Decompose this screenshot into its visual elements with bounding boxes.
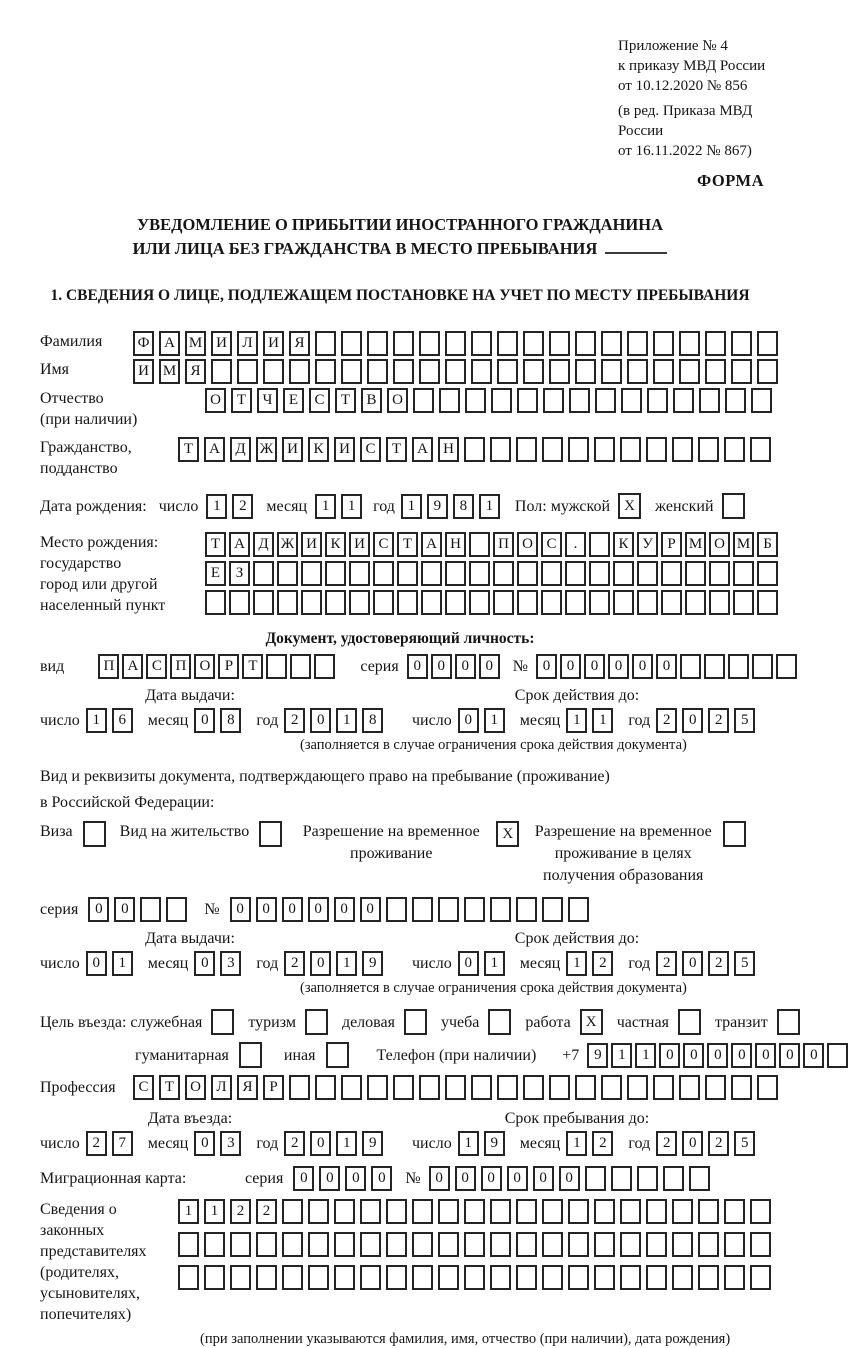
- id-valid-month: 1 1: [566, 708, 618, 733]
- annex-line: к приказу МВД России: [618, 58, 766, 74]
- sex-female-checkbox: [722, 493, 745, 519]
- purpose-other-checkbox: [326, 1042, 349, 1068]
- birthplace-row2-boxes: Е З: [205, 561, 781, 586]
- purpose-business-checkbox: [404, 1009, 427, 1035]
- citizenship-label2: подданство: [40, 460, 118, 477]
- patronymic-label: Отчество: [40, 390, 104, 407]
- residence-valid-month: 1 2: [566, 951, 618, 976]
- birthplace-row1-boxes: Т А Д Ж И К И С Т А Н П О С . К У Р М О М Б: [205, 532, 781, 557]
- migration-number-boxes: 0 0 0 0 0 0: [429, 1166, 715, 1191]
- id-valid-year: 2 0 2 5: [656, 708, 760, 733]
- valid-note: (заполняется в случае ограничения срока действия документа): [300, 980, 687, 996]
- birthplace-block: [0, 532, 800, 616]
- doc-type-boxes: П А С П О Р Т: [98, 654, 338, 679]
- representatives-label5: усыновителях,: [40, 1285, 140, 1302]
- birthplace-label4: населенный пункт: [40, 597, 166, 614]
- residence-issue-day: 0 1: [86, 951, 138, 976]
- id-doc-heading: Документ, удостоверяющий личность:: [265, 630, 535, 647]
- id-doc-row: вид П А С П О Р Т серия 0 0 0 0 № 0 0 0 0 0 0: [0, 654, 800, 679]
- birth-year-boxes: 1 9 8 1: [401, 494, 505, 519]
- representatives-label3: представителях: [40, 1243, 147, 1260]
- migration-series-boxes: 0 0 0 0: [293, 1166, 397, 1191]
- name-label: Имя: [40, 361, 70, 378]
- entry-year: 2 0 1 9: [284, 1131, 388, 1156]
- residence-permission-row: [0, 821, 800, 887]
- patronymic-boxes: О Т Ч Е С Т В О: [205, 388, 777, 413]
- representatives-block: [0, 1199, 800, 1325]
- name-row: [0, 359, 800, 384]
- annex-edit-line: от 16.11.2022 № 867): [618, 143, 752, 159]
- purpose-private-label: частная: [616, 1013, 669, 1031]
- representatives-row2-boxes: [178, 1232, 776, 1257]
- purpose-private-checkbox: [678, 1009, 701, 1035]
- purpose-humanitarian-checkbox: [239, 1042, 262, 1068]
- sex-male-checkbox: X: [618, 493, 641, 519]
- purpose-official-label: Цель въезда: служебная: [40, 1013, 203, 1031]
- citizenship-label: Гражданство,: [40, 439, 132, 456]
- purpose-tourism-checkbox: [305, 1009, 328, 1035]
- birth-date-row: Дата рождения: число 1 2 месяц 1 1 год 1 9 8 1 Пол: мужской X женский: [0, 493, 800, 519]
- annex-header: [618, 36, 800, 161]
- doc-series-boxes: 0 0 0 0: [407, 654, 503, 679]
- id-issue-month: 0 8: [194, 708, 246, 733]
- surname-boxes: Ф А М И Л И Я: [133, 331, 783, 356]
- temp-residence-checkbox: X: [496, 821, 519, 847]
- migration-card-label: Миграционная карта:: [40, 1170, 187, 1187]
- form-label: ФОРМА: [697, 171, 764, 190]
- doc-type-label: вид: [40, 658, 65, 675]
- temp-residence-edu-label: Разрешение на временное проживание в целях получения образования: [534, 823, 712, 884]
- phone-prefix: +7: [562, 1046, 580, 1064]
- profession-boxes: С Т О Л Я Р: [133, 1075, 783, 1100]
- annex-line: от 10.12.2020 № 856: [618, 78, 748, 94]
- birthplace-row3-boxes: [205, 590, 781, 615]
- title-blank-underline: [605, 252, 667, 254]
- representatives-label6: попечителях): [40, 1306, 132, 1323]
- annex-line: Приложение № 4: [618, 38, 728, 54]
- representatives-label2: законных: [40, 1222, 105, 1239]
- purpose-work-label: работа: [525, 1013, 571, 1031]
- representatives-row3-boxes: [178, 1265, 776, 1290]
- residence-permit-item: [120, 821, 283, 887]
- issue-date-heading: Дата выдачи:: [145, 687, 235, 704]
- sex-female-label: женский: [655, 497, 714, 515]
- temp-residence-edu-item: [533, 821, 746, 887]
- visa-item: [40, 821, 106, 887]
- purpose-study-checkbox: [488, 1009, 511, 1035]
- purpose-study-label: учеба: [440, 1013, 480, 1031]
- migration-card-row: Миграционная карта: серия 0 0 0 0 № 0 0 0 0 0 0: [0, 1166, 800, 1191]
- patronymic-row: [0, 388, 800, 430]
- sex-male-label: Пол: мужской: [514, 497, 610, 515]
- valid-until-heading: Срок действия до:: [514, 930, 640, 947]
- representatives-label4: (родителях,: [40, 1264, 120, 1281]
- purpose-transit-checkbox: [777, 1009, 800, 1035]
- residence-series-row: серия 0 0 № 0 0 0 0 0 0: [0, 897, 800, 922]
- entry-date-heading: Дата въезда:: [147, 1110, 233, 1127]
- purpose-tourism-label: туризм: [248, 1013, 296, 1031]
- entry-day: 2 7: [86, 1131, 138, 1156]
- purpose-humanitarian-label: гуманитарная: [135, 1046, 229, 1064]
- visa-label: Виза: [40, 823, 73, 840]
- citizenship-boxes: Т А Д Ж И К И С Т А Н: [178, 437, 776, 462]
- residence-permit-label: Вид на жительство: [119, 823, 250, 840]
- visa-checkbox: [83, 821, 106, 847]
- phone-label: Телефон (при наличии): [376, 1046, 537, 1064]
- doc-number-boxes: 0 0 0 0 0 0: [536, 654, 800, 679]
- annex-edit-line: (в ред. Приказа МВД России: [618, 103, 753, 139]
- temp-residence-label: Разрешение на временное проживание: [302, 823, 480, 862]
- citizenship-row: [0, 437, 800, 479]
- residence-issue-month: 0 3: [194, 951, 246, 976]
- form-title: [0, 213, 800, 261]
- id-issue-year: 2 0 1 8: [284, 708, 388, 733]
- valid-note: (заполняется в случае ограничения срока действия документа): [300, 737, 687, 753]
- purpose-work-checkbox: X: [580, 1009, 603, 1035]
- patronymic-label2: (при наличии): [40, 411, 138, 428]
- name-boxes: И М Я: [133, 359, 783, 384]
- residence-permit-checkbox: [259, 821, 282, 847]
- birth-month-boxes: 1 1: [315, 494, 367, 519]
- stay-until-heading: Срок пребывания до:: [504, 1110, 650, 1127]
- form-title-line1: УВЕДОМЛЕНИЕ О ПРИБЫТИИ ИНОСТРАННОГО ГРАЖДАНИНА: [136, 215, 664, 234]
- residence-doc-line1: Вид и реквизиты документа, подтверждающего право на пребывание (проживание): [40, 768, 610, 785]
- entry-purpose-row: [0, 1009, 800, 1035]
- purpose-transit-label: транзит: [714, 1013, 768, 1031]
- temp-residence-item: [296, 821, 519, 887]
- birthplace-label3: город или другой: [40, 576, 158, 593]
- purpose-business-label: деловая: [341, 1013, 395, 1031]
- stay-year: 2 0 2 5: [656, 1131, 760, 1156]
- residence-series-boxes: 0 0: [88, 897, 192, 922]
- purpose-official-checkbox: [211, 1009, 234, 1035]
- representatives-row1-boxes: 1 1 2 2: [178, 1199, 776, 1224]
- representatives-label1: Сведения о: [40, 1201, 117, 1218]
- section1-heading: 1. СВЕДЕНИЯ О ЛИЦЕ, ПОДЛЕЖАЩЕМ ПОСТАНОВКЕ НА УЧЕТ ПО МЕСТУ ПРЕБЫВАНИЯ: [50, 287, 750, 304]
- birth-date-label: Дата рождения:: [40, 497, 147, 515]
- birthplace-label2: государство: [40, 555, 122, 572]
- id-issue-day: 1 6: [86, 708, 138, 733]
- birthplace-label1: Место рождения:: [40, 534, 159, 551]
- entry-month: 0 3: [194, 1131, 246, 1156]
- purpose-other-label: иная: [283, 1046, 316, 1064]
- stay-day: 1 9: [458, 1131, 510, 1156]
- residence-doc-line2: в Российской Федерации:: [40, 794, 215, 811]
- temp-residence-edu-checkbox: [723, 821, 746, 847]
- profession-label: Профессия: [40, 1079, 116, 1096]
- phone-boxes: 9 1 1 0 0 0 0 0 0 0: [587, 1043, 851, 1068]
- notification-form-page: [0, 36, 818, 1347]
- valid-until-heading: Срок действия до:: [514, 687, 640, 704]
- residence-number-boxes: 0 0 0 0 0 0: [230, 897, 594, 922]
- form-title-line2: ИЛИ ЛИЦА БЕЗ ГРАЖДАНСТВА В МЕСТО ПРЕБЫВАНИЯ: [0, 237, 800, 261]
- issue-date-heading: Дата выдачи:: [145, 930, 235, 947]
- surname-row: [0, 331, 800, 356]
- stay-month: 1 2: [566, 1131, 618, 1156]
- representatives-note: (при заполнении указываются фамилия, имя, отчество (при наличии), дата рождения): [200, 1331, 731, 1347]
- residence-doc-dates: Дата выдачи: число 0 1 месяц 0 3 год 2 0 1 9 Срок действия до: число 0 1 месяц 1 2 год 2 0 2 5: [0, 930, 800, 976]
- residence-valid-year: 2 0 2 5: [656, 951, 760, 976]
- surname-label: Фамилия: [40, 333, 103, 350]
- profession-row: [0, 1075, 800, 1100]
- phone-row: [0, 1042, 818, 1068]
- birth-day-boxes: 1 2: [206, 494, 258, 519]
- id-doc-dates: Дата выдачи: число 1 6 месяц 0 8 год 2 0 1 8 Срок действия до: число 0 1 месяц 1 1 год 2 0 2 5: [0, 687, 800, 733]
- residence-issue-year: 2 0 1 9: [284, 951, 388, 976]
- residence-valid-day: 0 1: [458, 951, 510, 976]
- entry-stay-dates: Дата въезда: число 2 7 месяц 0 3 год 2 0 1 9 Срок пребывания до: число 1 9 месяц 1 2 год 2 0 2 5: [0, 1110, 800, 1156]
- id-valid-day: 0 1: [458, 708, 510, 733]
